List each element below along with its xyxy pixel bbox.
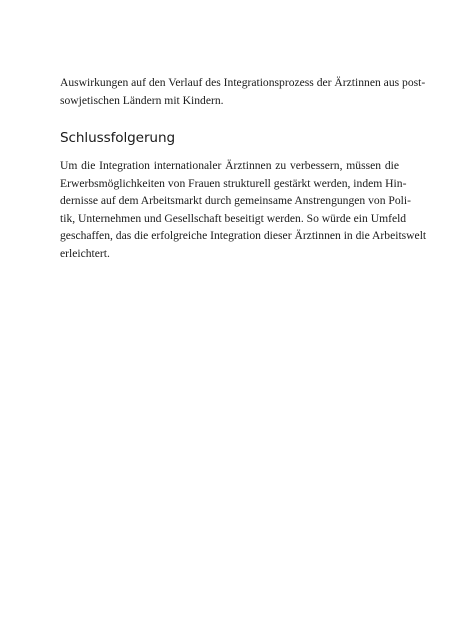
paragraph-line: geschaffen, das die erfolgreiche Integration dieser Ärztinnen in die Arbeitswelt bbox=[60, 229, 427, 242]
intro-paragraph bbox=[60, 74, 426, 109]
section-heading: Schlussfolgerung bbox=[60, 130, 175, 146]
paragraph-line: tik, Unternehmen und Gesellschaft beseitigt werden. So würde ein Umfeld bbox=[60, 211, 407, 225]
paragraph-line: dernisse auf dem Arbeitsmarkt durch gemeinsame Anstrengungen von Poli- bbox=[60, 194, 411, 207]
paragraph-line: Erwerbsmöglichkeiten von Frauen strukturell gestärkt werden, indem Hin- bbox=[60, 176, 407, 190]
paragraph-line: Auswirkungen auf den Verlauf des Integrationsprozess der Ärztinnen aus post- bbox=[60, 76, 426, 89]
paragraph-line: Um die Integration internationaler Ärztinnen zu verbessern, müssen die bbox=[60, 159, 399, 172]
conclusion-paragraph bbox=[60, 157, 427, 262]
paragraph-line: sowjetischen Ländern mit Kindern. bbox=[60, 93, 224, 107]
paragraph-line: erleichtert. bbox=[60, 246, 110, 260]
